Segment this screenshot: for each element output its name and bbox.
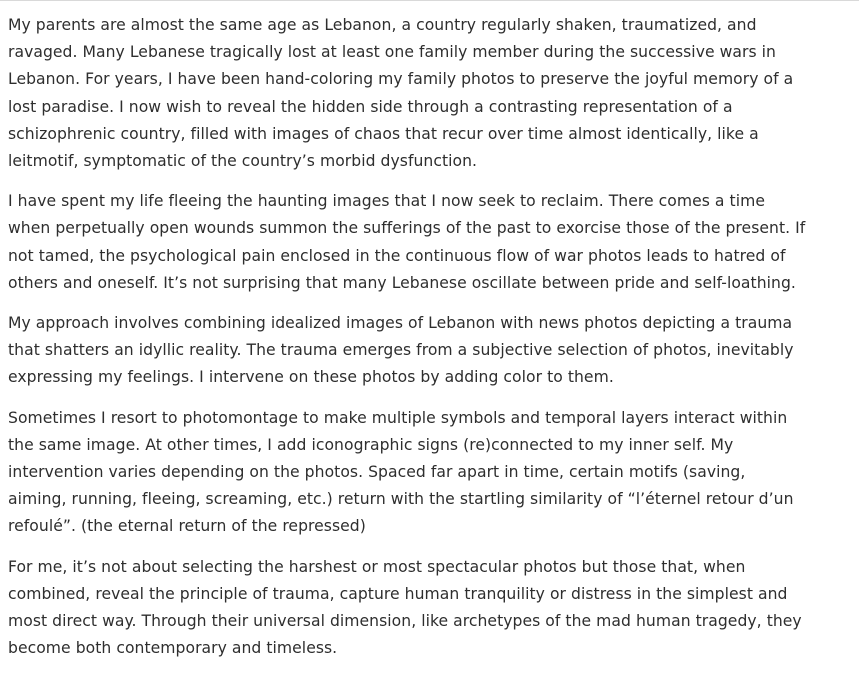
paragraph: I have spent my life fleeing the haunting images that I now seek to reclaim. There comes a time when perpetually open wounds summon the sufferings of the past to exorcise those of the present. If not tamed, the psychological pain enclosed in the continuous flow of war photos leads to hatred of others and oneself. It’s not surprising that many Lebanese oscillate between pride and self-loathing.: [8, 192, 806, 292]
top-divider: [0, 0, 859, 1]
paragraph: My parents are almost the same age as Lebanon, a country regularly shaken, traumatized, and ravaged. Many Lebanese tragically lost at least one family member during the successive wars in Lebanon. For years, I have been hand-coloring my family photos to preserve the joyful memory of a lost paradise. I now wish to reveal the hidden side through a contrasting representation of a schizophrenic country, filled with images of chaos that recur over time almost identically, like a leitmotif, symptomatic of the country’s morbid dysfunction.: [8, 16, 794, 171]
paragraph: Sometimes I resort to photomontage to make multiple symbols and temporal layers interact within the same image. At other times, I add iconographic signs (re)connected to my inner self. My intervention varies depending on the photos. Spaced far apart in time, certain motifs (saving, aiming, running, fleeing, screaming, etc.) return with the startling similarity of “l’éternel retour d’un refoulé”. (the eternal return of the repressed): [8, 408, 794, 536]
paragraph: My approach involves combining idealized images of Lebanon with news photos depicting a trauma that shatters an idyllic reality. The trauma emerges from a subjective selection of photos, inevitably expressing my feelings. I intervene on these photos by adding color to them.: [8, 314, 794, 387]
article-body: [8, 12, 808, 675]
paragraph: For me, it’s not about selecting the harshest or most spectacular photos but those that, when combined, reveal the principle of trauma, capture human tranquility or distress in the simplest and most direct way. Through their universal dimension, like archetypes of the mad human tragedy, they become both contemporary and timeless.: [8, 557, 802, 658]
